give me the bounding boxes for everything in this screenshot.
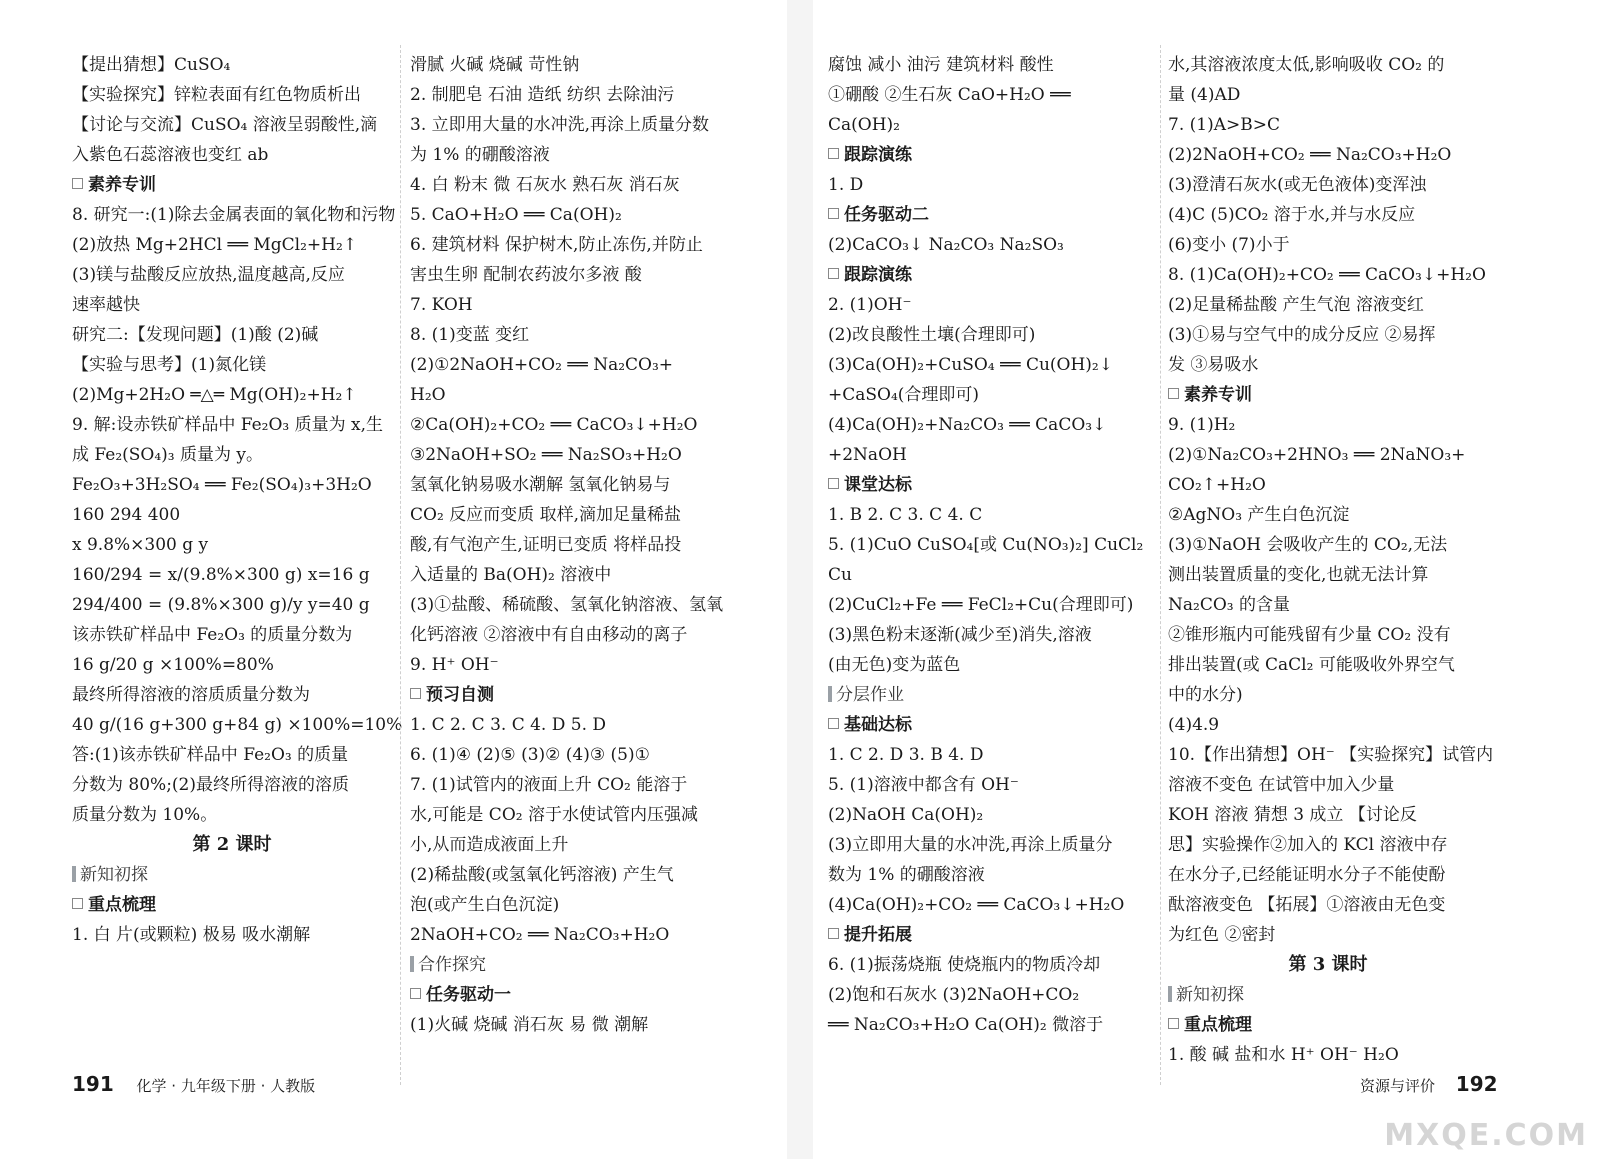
answer-line (828, 620, 1148, 650)
answer-line-text: 数为 1% 的硼酸溶液 (828, 865, 985, 885)
answer-line-text: 9. (1)H₂ (1168, 415, 1236, 435)
heading-square-icon (828, 208, 839, 219)
answer-line-text: 6. 建筑材料 保护树木,防止冻伤,并防止 (410, 235, 703, 255)
answer-line-text: 5. (1)溶液中都含有 OH⁻ (828, 775, 1019, 795)
lesson-title-text: 第 3 课时 (1288, 954, 1368, 975)
footer-caption-right: 资源与评价 (1360, 1077, 1436, 1095)
answer-line-text: (3)①易与空气中的成分反应 ②易挥 (1168, 325, 1436, 345)
column-2 (410, 50, 730, 1040)
answer-line-text: 【提出猜想】CuSO₄ (72, 55, 231, 75)
banner-bar-icon (828, 686, 832, 702)
answer-line-text: (3)立即用大量的水冲洗,再涂上质量分 (828, 835, 1113, 855)
answer-line-text: 8. (1)Ca(OH)₂+CO₂ ══ CaCO₃↓+H₂O (1168, 265, 1486, 285)
answer-line-text: 8. (1)变蓝 变红 (410, 325, 530, 345)
answer-line (72, 560, 392, 590)
answer-line (1168, 650, 1488, 680)
section-heading-text: 任务驱动一 (426, 985, 511, 1005)
answer-line-text: (6)变小 (7)小于 (1168, 235, 1290, 255)
answer-line (1168, 800, 1488, 830)
answer-line (828, 770, 1148, 800)
answer-line-text: 为红色 ②密封 (1168, 925, 1276, 945)
answer-line (1168, 440, 1488, 470)
answer-line-text: 水,其溶液浓度太低,影响吸收 CO₂ 的 (1168, 55, 1445, 75)
section-heading-text: 重点梳理 (1184, 1015, 1252, 1035)
section-heading (1168, 380, 1488, 410)
section-banner-text: 新知初探 (1176, 985, 1244, 1005)
answer-line (1168, 80, 1488, 110)
answer-line-text: 7. (1)A>B>C (1168, 115, 1280, 135)
answer-line (410, 890, 730, 920)
answer-line (1168, 590, 1488, 620)
answer-line-text: 7. (1)试管内的液面上升 CO₂ 能溶于 (410, 775, 688, 795)
answer-line (828, 1010, 1148, 1040)
answer-line-text: 3. 立即用大量的水冲洗,再涂上质量分数 (410, 115, 710, 135)
answer-line-text: (2)①Na₂CO₃+2HNO₃ ══ 2NaNO₃+ (1168, 445, 1466, 465)
answer-line (828, 350, 1148, 380)
answer-line-text: Fe₂O₃+3H₂SO₄ ══ Fe₂(SO₄)₃+3H₂O (72, 475, 372, 495)
section-heading-text: 提升拓展 (844, 925, 912, 945)
answer-line (410, 920, 730, 950)
answer-line (410, 1010, 730, 1040)
answer-line (1168, 1040, 1488, 1070)
answer-line (410, 800, 730, 830)
section-banner-text: 分层作业 (836, 685, 904, 705)
answer-line-text: 该赤铁矿样品中 Fe₂O₃ 的质量分数为 (72, 625, 353, 645)
heading-square-icon (1168, 1018, 1179, 1029)
answer-line (410, 50, 730, 80)
answer-line (72, 530, 392, 560)
answer-line (828, 320, 1148, 350)
heading-square-icon (828, 268, 839, 279)
section-heading-text: 重点梳理 (88, 895, 156, 915)
answer-line (1168, 560, 1488, 590)
answer-line-text: 思】实验操作②加入的 KCl 溶液中存 (1168, 835, 1448, 855)
answer-line (410, 560, 730, 590)
answer-line-text: 中的水分) (1168, 685, 1243, 705)
answer-line (72, 80, 392, 110)
section-heading-text: 跟踪演练 (844, 265, 912, 285)
answer-line (1168, 500, 1488, 530)
answer-line-text: Ca(OH)₂ (828, 115, 900, 135)
answer-line (410, 470, 730, 500)
answer-line-text: 8. 研究一:(1)除去金属表面的氧化物和污物 (72, 205, 396, 225)
answer-line-text: 1. B 2. C 3. C 4. C (828, 505, 983, 525)
answer-line-text: 质量分数为 10%。 (72, 805, 218, 825)
heading-square-icon (828, 148, 839, 159)
answer-line (72, 920, 392, 950)
answer-line-text: ══ Na₂CO₃+H₂O Ca(OH)₂ 微溶于 (828, 1015, 1104, 1035)
answer-line (72, 620, 392, 650)
answer-line-text: (3)澄清石灰水(或无色液体)变浑浊 (1168, 175, 1427, 195)
answer-line-text: 【实验与思考】(1)氮化镁 (72, 355, 267, 375)
section-heading (828, 200, 1148, 230)
section-heading-text: 素养专训 (1184, 385, 1252, 405)
answer-line (410, 830, 730, 860)
section-heading (410, 680, 730, 710)
answer-line (410, 770, 730, 800)
column-divider-1 (400, 45, 401, 1085)
answer-line (1168, 320, 1488, 350)
answer-line (828, 950, 1148, 980)
answer-line-text: (2)放热 Mg+2HCl ══ MgCl₂+H₂↑ (72, 235, 358, 255)
answer-line (828, 410, 1148, 440)
answer-line-text: +CaSO₄(合理即可) (828, 385, 980, 405)
answer-line-text: CO₂ 反应而变质 取样,滴加足量稀盐 (410, 505, 681, 525)
answer-line-text: 9. 解:设赤铁矿样品中 Fe₂O₃ 质量为 x,生 (72, 415, 384, 435)
answer-line (828, 590, 1148, 620)
answer-line-text: 5. CaO+H₂O ══ Ca(OH)₂ (410, 205, 622, 225)
answer-line (1168, 230, 1488, 260)
answer-line-text: 160 294 400 (72, 505, 181, 525)
answer-line (410, 230, 730, 260)
heading-square-icon (828, 478, 839, 489)
answer-line (828, 830, 1148, 860)
answer-line-text: 发 ③易吸水 (1168, 355, 1259, 375)
answer-line-text: (1)火碱 烧碱 消石灰 易 微 潮解 (410, 1015, 649, 1035)
answer-line-text: (2)①2NaOH+CO₂ ══ Na₂CO₃+ (410, 355, 674, 375)
answer-line-text: 6. (1)④ (2)⑤ (3)② (4)③ (5)① (410, 745, 650, 765)
answer-line-text: 5. (1)CuO CuSO₄[或 Cu(NO₃)₂] CuCl₂ (828, 535, 1144, 555)
answer-line-text: 氢氧化钠易吸水潮解 氢氧化钠易与 (410, 475, 671, 495)
answer-line (1168, 470, 1488, 500)
answer-line-text: 在水分子,已经能证明水分子不能使酚 (1168, 865, 1446, 885)
answer-line (828, 290, 1148, 320)
answer-line (410, 620, 730, 650)
answer-line (1168, 620, 1488, 650)
answer-line (72, 230, 392, 260)
section-heading (828, 260, 1148, 290)
answer-line (828, 980, 1148, 1010)
section-heading-text: 基础达标 (844, 715, 912, 735)
answer-line (410, 740, 730, 770)
banner-bar-icon (410, 956, 414, 972)
heading-square-icon (410, 988, 421, 999)
answer-line-text: (2)NaOH Ca(OH)₂ (828, 805, 984, 825)
answer-line (72, 590, 392, 620)
answer-line-text: 为 1% 的硼酸溶液 (410, 145, 550, 165)
section-heading (410, 980, 730, 1010)
answer-line (410, 80, 730, 110)
answer-line-text: 1. 酸 碱 盐和水 H⁺ OH⁻ H₂O (1168, 1045, 1399, 1065)
answer-line (1168, 200, 1488, 230)
page-number-right: 192 (1455, 1072, 1498, 1096)
answer-line (410, 500, 730, 530)
answer-line-text: (4)Ca(OH)₂+CO₂ ══ CaCO₃↓+H₂O (828, 895, 1125, 915)
answer-line-text: 水,可能是 CO₂ 溶于水使试管内压强减 (410, 805, 698, 825)
answer-line (72, 50, 392, 80)
answer-line (828, 530, 1148, 560)
answer-line-text: (2)Mg+2H₂O ═△═ Mg(OH)₂+H₂↑ (72, 385, 357, 405)
answer-line (72, 500, 392, 530)
answer-line-text: 2NaOH+CO₂ ══ Na₂CO₃+H₂O (410, 925, 670, 945)
answer-line (72, 200, 396, 230)
answer-line (72, 800, 392, 830)
answer-line (72, 290, 392, 320)
answer-line (72, 260, 392, 290)
answer-line (1168, 290, 1488, 320)
heading-square-icon (1168, 388, 1179, 399)
answer-line-text: 1. D (828, 175, 864, 195)
answer-line (1168, 920, 1488, 950)
heading-square-icon (72, 178, 83, 189)
watermark: MXQE.COM (1384, 1118, 1588, 1153)
section-heading-text: 跟踪演练 (844, 145, 912, 165)
answer-line-text: (2)2NaOH+CO₂ ══ Na₂CO₃+H₂O (1168, 145, 1452, 165)
answer-line (72, 110, 392, 140)
answer-line (410, 650, 730, 680)
answer-line-text: 16 g/20 g ×100%=80% (72, 655, 274, 675)
answer-line-text: (3)Ca(OH)₂+CuSO₄ ══ Cu(OH)₂↓ (828, 355, 1113, 375)
footer-right (1360, 1072, 1498, 1096)
answer-line (72, 710, 403, 740)
answer-line (410, 290, 730, 320)
answer-line (828, 890, 1148, 920)
book-gutter (787, 0, 813, 1159)
answer-line-text: (2)稀盐酸(或氢氧化钙溶液) 产生气 (410, 865, 674, 885)
answer-line-text: 入紫色石蕊溶液也变红 ab (72, 145, 269, 165)
answer-line (1168, 740, 1494, 770)
answer-line-text: 2. (1)OH⁻ (828, 295, 912, 315)
answer-line (72, 650, 392, 680)
answer-line-text: KOH 溶液 猜想 3 成立 【讨论反 (1168, 805, 1417, 825)
answer-line-text: 酞溶液变色 【拓展】①溶液由无色变 (1168, 895, 1446, 915)
answer-line-text: Cu (828, 565, 852, 585)
answer-line (72, 440, 392, 470)
answer-line (1168, 140, 1488, 170)
answer-line (72, 470, 392, 500)
answer-line (828, 800, 1148, 830)
answer-line-text: Na₂CO₃ 的含量 (1168, 595, 1290, 615)
section-heading-text: 素养专训 (88, 175, 156, 195)
section-heading (828, 470, 1148, 500)
answer-line (828, 110, 1148, 140)
banner-bar-icon (72, 866, 76, 882)
answer-line (828, 740, 1148, 770)
answer-line (410, 380, 730, 410)
section-banner (72, 860, 392, 890)
answer-line (828, 50, 1148, 80)
answer-line-text: (2)足量稀盐酸 产生气泡 溶液变红 (1168, 295, 1424, 315)
answer-line-text: 160/294 = x/(9.8%×300 g) x=16 g (72, 565, 370, 585)
answer-line-text: CO₂↑+H₂O (1168, 475, 1266, 495)
heading-square-icon (72, 898, 83, 909)
section-banner (1168, 980, 1488, 1010)
answer-line-text: ①硼酸 ②生石灰 CaO+H₂O ══ (828, 85, 1071, 105)
answer-line (1168, 860, 1488, 890)
answer-line-text: (3)①盐酸、稀硫酸、氢氧化钠溶液、氢氧 (410, 595, 724, 615)
answer-line (72, 350, 392, 380)
banner-bar-icon (1168, 986, 1172, 1002)
heading-square-icon (828, 718, 839, 729)
answer-line (410, 320, 730, 350)
section-heading (72, 890, 392, 920)
lesson-title (1168, 950, 1488, 980)
answer-line (410, 860, 730, 890)
answer-line-text: 测出装置质量的变化,也就无法计算 (1168, 565, 1429, 585)
answer-line-text: H₂O (410, 385, 446, 405)
answer-line-text: 6. (1)振荡烧瓶 使烧瓶内的物质冷却 (828, 955, 1101, 975)
answer-line (410, 530, 730, 560)
answer-line (828, 500, 1148, 530)
answer-line (1168, 110, 1488, 140)
answer-line-text: 2. 制肥皂 石油 造纸 纺织 去除油污 (410, 85, 675, 105)
answer-line (828, 80, 1148, 110)
answer-line-text: 溶液不变色 在试管中加入少量 (1168, 775, 1395, 795)
answer-line-text: (2)饱和石灰水 (3)2NaOH+CO₂ (828, 985, 1080, 1005)
answer-line-text: 滑腻 火碱 烧碱 苛性钠 (410, 55, 580, 75)
answer-line (72, 410, 392, 440)
answer-line-text: (由无色)变为蓝色 (828, 655, 961, 675)
answer-line-text: (2)CuCl₂+Fe ══ FeCl₂+Cu(合理即可) (828, 595, 1134, 615)
answer-line-text: ②AgNO₃ 产生白色沉淀 (1168, 505, 1350, 525)
section-banner-text: 合作探究 (418, 955, 486, 975)
section-heading (828, 140, 1148, 170)
answer-line (410, 140, 730, 170)
heading-square-icon (828, 928, 839, 939)
column-4 (1168, 50, 1494, 1070)
answer-line (1168, 770, 1488, 800)
answer-line (410, 440, 730, 470)
answer-line-text: +2NaOH (828, 445, 907, 465)
section-heading (1168, 1010, 1488, 1040)
section-banner (410, 950, 730, 980)
footer-caption-left: 化学 · 九年级下册 · 人教版 (136, 1077, 316, 1095)
answer-line-text: 分数为 80%;(2)最终所得溶液的溶质 (72, 775, 349, 795)
answer-line (1168, 260, 1488, 290)
section-heading (72, 170, 392, 200)
answer-line-text: 4. 白 粉末 微 石灰水 熟石灰 消石灰 (410, 175, 680, 195)
answer-line-text: 害虫生卵 配制农药波尔多液 酸 (410, 265, 642, 285)
section-heading-text: 任务驱动二 (844, 205, 929, 225)
answer-line (72, 680, 392, 710)
answer-line-text: 排出装置(或 CaCl₂ 可能吸收外界空气 (1168, 655, 1455, 675)
answer-line (828, 650, 1148, 680)
answer-line-text: 酸,有气泡产生,证明已变质 将样品投 (410, 535, 682, 555)
answer-line-text: x 9.8%×300 g y (72, 535, 209, 555)
answer-line-text: (4)Ca(OH)₂+Na₂CO₃ ══ CaCO₃↓ (828, 415, 1107, 435)
answer-line-text: 【讨论与交流】CuSO₄ 溶液呈弱酸性,滴 (72, 115, 378, 135)
lesson-title-text: 第 2 课时 (192, 834, 272, 855)
answer-line-text: 速率越快 (72, 295, 140, 315)
answer-line (410, 350, 730, 380)
answer-line (828, 440, 1148, 470)
answer-line (828, 170, 1148, 200)
answer-line (1168, 680, 1488, 710)
heading-square-icon (410, 688, 421, 699)
answer-line (410, 410, 730, 440)
answer-line-text: 成 Fe₂(SO₄)₃ 质量为 y。 (72, 445, 264, 465)
answer-line (72, 380, 392, 410)
answer-line (410, 110, 730, 140)
answer-line (410, 170, 730, 200)
answer-line-text: 泡(或产生白色沉淀) (410, 895, 560, 915)
answer-line (410, 590, 730, 620)
answer-line-text: 腐蚀 减小 油污 建筑材料 酸性 (828, 55, 1054, 75)
section-heading (828, 710, 1148, 740)
answer-line-text: 1. C 2. D 3. B 4. D (828, 745, 984, 765)
answer-line-text: (4)4.9 (1168, 715, 1220, 735)
column-1 (72, 50, 403, 950)
section-banner-text: 新知初探 (80, 865, 148, 885)
answer-line-text: (2)改良酸性土壤(合理即可) (828, 325, 1036, 345)
answer-line (1168, 530, 1488, 560)
answer-line (1168, 830, 1488, 860)
answer-line-text: ②锥形瓶内可能残留有少量 CO₂ 没有 (1168, 625, 1451, 645)
section-banner (828, 680, 1148, 710)
answer-line-text: (3)镁与盐酸反应放热,温度越高,反应 (72, 265, 345, 285)
answer-line-text: 量 (4)AD (1168, 85, 1241, 105)
answer-line (1168, 170, 1488, 200)
section-heading (828, 920, 1148, 950)
footer-left (72, 1072, 315, 1096)
answer-line (828, 560, 1148, 590)
section-heading-text: 课堂达标 (844, 475, 912, 495)
page-number-left: 191 (72, 1072, 114, 1096)
answer-line (1168, 410, 1488, 440)
answer-line (828, 230, 1148, 260)
column-divider-2 (1160, 45, 1161, 1085)
answer-line-text: 入适量的 Ba(OH)₂ 溶液中 (410, 565, 612, 585)
answer-line-text: (2)CaCO₃↓ Na₂CO₃ Na₂SO₃ (828, 235, 1064, 255)
answer-line-text: 最终所得溶液的溶质质量分数为 (72, 685, 310, 705)
answer-line (828, 860, 1148, 890)
answer-line-text: (3)①NaOH 会吸收产生的 CO₂,无法 (1168, 535, 1448, 555)
answer-line-text: 10.【作出猜想】OH⁻ 【实验探究】试管内 (1168, 745, 1494, 765)
answer-line-text: 7. KOH (410, 295, 473, 315)
answer-line-text: 答:(1)该赤铁矿样品中 Fe₂O₃ 的质量 (72, 745, 349, 765)
answer-line-text: 化钙溶液 ②溶液中有自由移动的离子 (410, 625, 688, 645)
answer-line-text: (4)C (5)CO₂ 溶于水,并与水反应 (1168, 205, 1416, 225)
answer-line-text: 1. 白 片(或颗粒) 极易 吸水潮解 (72, 925, 311, 945)
answer-line-text: 9. H⁺ OH⁻ (410, 655, 499, 675)
lesson-title (72, 830, 392, 860)
answer-line (410, 200, 730, 230)
answer-line (410, 710, 730, 740)
answer-line-text: 小,从而造成液面上升 (410, 835, 569, 855)
answer-line (1168, 350, 1488, 380)
answer-line (828, 380, 1148, 410)
answer-line-text: 40 g/(16 g+300 g+84 g) ×100%=10% (72, 715, 403, 735)
answer-line-text: 1. C 2. C 3. C 4. D 5. D (410, 715, 607, 735)
answer-line-text: ③2NaOH+SO₂ ══ Na₂SO₃+H₂O (410, 445, 682, 465)
answer-line (1168, 890, 1488, 920)
answer-line (72, 770, 392, 800)
answer-line (410, 260, 730, 290)
section-heading-text: 预习自测 (426, 685, 494, 705)
answer-line-text: ②Ca(OH)₂+CO₂ ══ CaCO₃↓+H₂O (410, 415, 698, 435)
column-3 (828, 50, 1148, 1040)
answer-line-text: 【实验探究】锌粒表面有红色物质析出 (72, 85, 361, 105)
answer-line (1168, 710, 1488, 740)
answer-line (72, 140, 392, 170)
answer-line (1168, 50, 1488, 80)
answer-line-text: 294/400 = (9.8%×300 g)/y y=40 g (72, 595, 370, 615)
answer-line-text: (3)黑色粉末逐渐(减少至)消失,溶液 (828, 625, 1092, 645)
answer-line (72, 320, 392, 350)
answer-line-text: 研究二:【发现问题】(1)酸 (2)碱 (72, 325, 319, 345)
answer-line (72, 740, 392, 770)
